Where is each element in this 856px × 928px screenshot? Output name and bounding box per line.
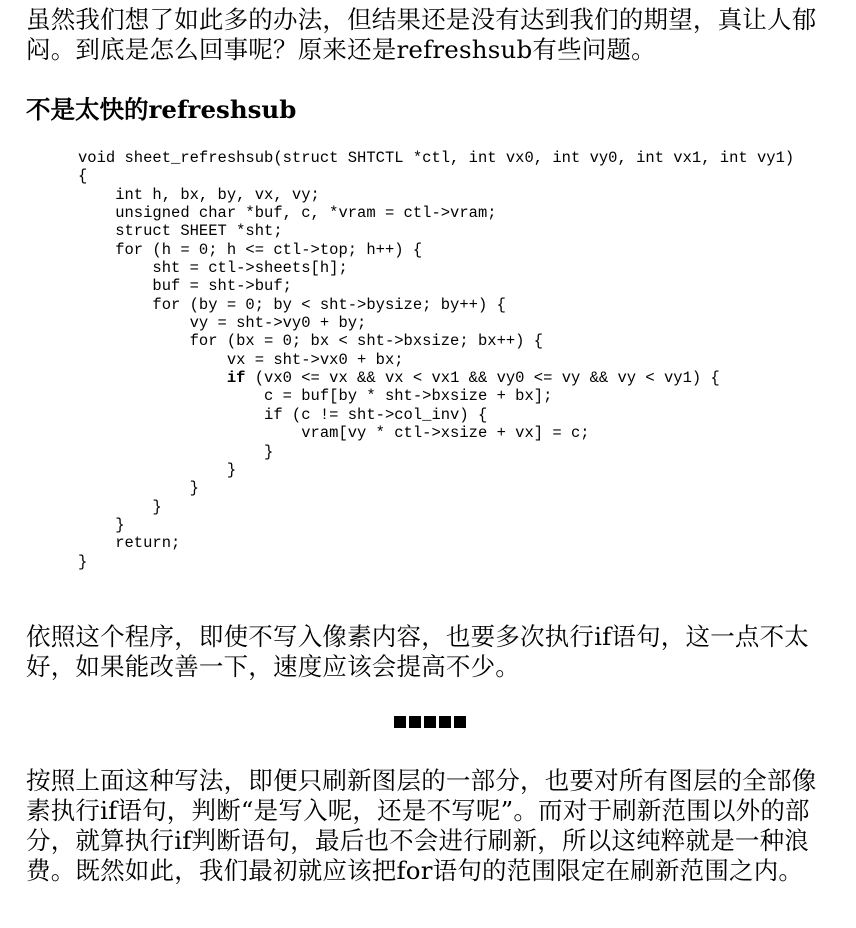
heading-prefix: 不是太快的 [26,95,149,124]
code-line: for (by = 0; by < sht->bysize; by++) { [78,295,506,314]
code-line: if (vx0 <= vx && vx < vx1 && vy0 <= vy && vy < vy1) { [226,369,720,388]
code-line: return; [78,534,181,553]
separator-square-icon [409,716,421,728]
separator-square-icon [424,716,436,728]
code-line: } [78,552,88,571]
code-line: vx = sht->vx0 + bx; [78,350,404,369]
code-line: unsigned char *buf, c, *vram = ctl->vram; [78,204,497,223]
code-line: } [78,515,125,534]
code-line: int h, bx, by, vx, vy; [78,185,320,204]
section-heading [26,94,296,126]
section-separator [394,716,466,728]
code-line: } [78,479,199,498]
code-line: { [78,167,88,186]
code-line: vram[vy * ctl->xsize + vx] = c; [78,424,590,443]
separator-square-icon [394,716,406,728]
separator-square-icon [439,716,451,728]
explanation-paragraph: 依照这个程序，即使不写入像素内容，也要多次执行if语句，这一点不太好，如果能改善一下，速度应该会提高不少。 [26,622,810,681]
analysis-paragraph: 按照上面这种写法，即便只刷新图层的一部分，也要对所有图层的全部像素执行if语句，判断“是写入呢，还是不写呢”。而对于刷新范围以外的部分，就算执行if判断语句，最后也不会进行刷新，所以这纯粹就是一种浪费。既然如此，我们最初就应该把for语句的范围限定在刷新范围之内。 [26,766,817,885]
code-keyword: if [226,369,246,388]
code-line: vy = sht->vy0 + by; [78,314,367,333]
code-line: } [78,442,274,461]
code-line: for (h = 0; h <= ctl->top; h++) { [78,240,423,259]
code-line: struct SHEET *sht; [78,222,283,241]
code-line: buf = sht->buf; [78,277,292,296]
code-line: sht = ctl->sheets[h]; [78,259,348,278]
code-line: c = buf[by * sht->bxsize + bx]; [78,387,553,406]
separator-square-icon [454,716,466,728]
code-line: if (c != sht->col_inv) { [78,405,488,424]
code-line: void sheet_refreshsub(struct SHTCTL *ctl, int vx0, int vy0, int vx1, int vy1) [78,149,795,167]
code-line: } [78,497,162,516]
code-line: } [78,460,237,479]
code-block [78,149,794,571]
heading-bold: refreshsub [148,95,297,124]
intro-paragraph: 虽然我们想了如此多的办法，但结果还是没有达到我们的期望，真让人郁闷。到底是怎么回事呢？原来还是refreshsub有些问题。 [26,5,817,64]
code-line: for (bx = 0; bx < sht->bxsize; bx++) { [78,332,544,351]
